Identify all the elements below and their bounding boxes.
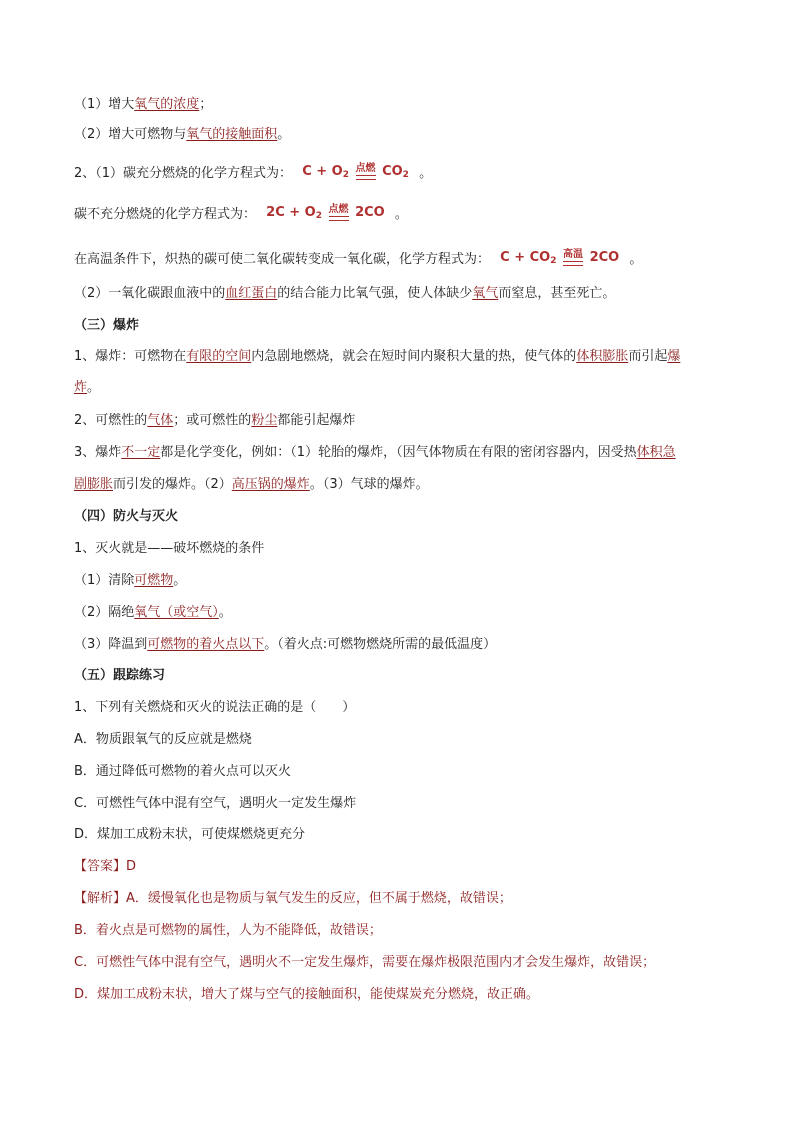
text: 碳不充分燃烧的化学方程式为： xyxy=(74,207,257,222)
text: 。 xyxy=(629,252,643,267)
text: 2、可燃性的 xyxy=(74,413,148,428)
line-increase-contact-area xyxy=(74,125,724,145)
eq-sub: 2 xyxy=(315,211,323,221)
underlined-answer: 高压锅的爆炸 xyxy=(231,477,310,492)
text: ； xyxy=(199,97,213,112)
option-b xyxy=(74,762,724,782)
eq-left: C + O xyxy=(302,164,343,179)
question-text: 1、下列有关燃烧和灭火的说法正确的是（ ） xyxy=(74,700,356,715)
reaction-arrow xyxy=(563,249,583,266)
option-d xyxy=(74,825,724,845)
reaction-condition: 点燃 xyxy=(355,163,376,174)
underlined-answer: 氧气（或空气） xyxy=(134,605,219,620)
text: 都是化学变化，例如：（1）轮胎的爆炸，（因气体物质在有限的密闭容器内，因受热 xyxy=(160,445,637,460)
line-complete-combustion xyxy=(74,162,724,185)
analysis-label: 【解析】 xyxy=(74,891,127,906)
line-remove-fuel xyxy=(74,571,724,591)
underlined-answer: 气体 xyxy=(147,413,174,428)
underlined-answer: 不一定 xyxy=(121,445,161,460)
eq-sub: 2 xyxy=(342,170,349,180)
reaction-arrow xyxy=(329,204,349,221)
text: 1、爆炸：可燃物在 xyxy=(74,349,187,364)
text: 。 xyxy=(277,127,291,142)
text: 而引发的爆炸。（2） xyxy=(113,477,232,492)
text: 的结合能力比氧气强，使人体缺少 xyxy=(277,286,473,301)
eq-sub: 2 xyxy=(402,170,409,180)
underlined-answer: 氧气 xyxy=(472,286,499,301)
option-c xyxy=(74,794,724,814)
text: 。（着火点:可燃物燃烧所需的最低温度） xyxy=(264,637,497,652)
answer xyxy=(74,857,724,877)
underlined-answer: 粉尘 xyxy=(251,413,278,428)
underlined-answer: 氧气的浓度 xyxy=(134,97,200,112)
analysis-d xyxy=(74,985,724,1005)
text: （2）隔绝 xyxy=(74,605,135,620)
underlined-answer: 体积急 xyxy=(636,445,676,460)
underlined-answer: 体积膨胀 xyxy=(576,349,629,364)
text: 。 xyxy=(173,573,187,588)
text: 。 xyxy=(218,605,232,620)
analysis-c xyxy=(74,953,724,973)
underlined-answer: 氧气的接触面积 xyxy=(186,127,278,142)
text: （2）增大可燃物与 xyxy=(74,127,187,142)
section-heading: （四）防火与灭火 xyxy=(74,509,179,524)
equal-bars xyxy=(329,216,349,221)
line-explosion-not-chemical xyxy=(74,443,724,463)
eq-left: 2C + O xyxy=(266,205,316,220)
text: 。 xyxy=(419,166,433,181)
section-heading: （五）跟踪练习 xyxy=(74,668,166,683)
eq-left: C + CO xyxy=(500,250,551,265)
eq-sub: 2 xyxy=(550,256,557,266)
underlined-answer: 可燃物的着火点以下 xyxy=(147,637,265,652)
option-text: D．煤加工成粉末状，可使煤燃烧更充分 xyxy=(74,827,306,842)
section-heading: （三）爆炸 xyxy=(74,318,140,333)
analysis-b xyxy=(74,921,724,941)
underlined-answer: 剧膨胀 xyxy=(74,477,114,492)
text: （1）清除 xyxy=(74,573,135,588)
text: 在高温条件下，炽热的碳可使二氧化碳转变成一氧化碳，化学方程式为： xyxy=(74,252,491,267)
heading-explosion xyxy=(74,316,724,336)
eq-right: CO xyxy=(382,164,403,179)
analysis-a xyxy=(74,889,724,909)
eq-right: 2CO xyxy=(589,250,620,265)
eq-right: 2CO xyxy=(355,205,385,220)
underlined-answer: 血红蛋白 xyxy=(225,286,278,301)
option-a xyxy=(74,730,724,750)
line-increase-oxygen-concentration xyxy=(74,95,724,115)
text: （2）一氧化碳跟血液中的 xyxy=(74,286,226,301)
line-explosion-definition xyxy=(74,347,724,367)
line-explosion-definition-cont xyxy=(74,378,724,398)
equal-bars xyxy=(356,175,376,180)
analysis-text: D．煤加工成粉末状，增大了煤与空气的接触面积，能使煤炭充分燃烧，故正确。 xyxy=(74,987,540,1002)
line-explosion-not-chemical-cont xyxy=(74,475,724,495)
analysis-text: B．着火点是可燃物的属性，人为不能降低，故错误； xyxy=(74,923,382,938)
analysis-text: A．缓慢氧化也是物质与氧气发生的反应，但不属于燃烧，故错误； xyxy=(126,891,512,906)
line-explosion-sources xyxy=(74,411,724,431)
text: 都能引起爆炸 xyxy=(277,413,356,428)
option-text: A．物质跟氧气的反应就是燃烧 xyxy=(74,732,252,747)
line-carbon-monoxide xyxy=(74,284,724,304)
analysis-text: C．可燃性气体中混有空气，遇明火不一定发生爆炸，需要在爆炸极限范围内才会发生爆炸，故错误； xyxy=(74,955,656,970)
underlined-answer: 可燃物 xyxy=(134,573,174,588)
text: 1、灭火就是——破坏燃烧的条件 xyxy=(74,541,265,556)
line-cool-down xyxy=(74,635,724,655)
text: 内急剧地燃烧，就会在短时间内聚积大量的热，使气体的 xyxy=(251,349,577,364)
text: 。 xyxy=(394,207,408,222)
option-text: B．通过降低可燃物的着火点可以灭火 xyxy=(74,764,291,779)
heading-practice xyxy=(74,666,724,686)
equation-complete-combustion xyxy=(302,162,409,185)
text: 。 xyxy=(87,380,101,395)
reaction-condition: 高温 xyxy=(563,249,584,260)
line-high-temperature xyxy=(74,248,724,271)
equation-incomplete-combustion xyxy=(266,203,385,226)
answer-label: 【答案】 xyxy=(74,859,127,874)
equation-high-temperature xyxy=(500,248,619,271)
line-isolate-oxygen xyxy=(74,603,724,623)
underlined-answer: 有限的空间 xyxy=(186,349,252,364)
line-fire-extinguish xyxy=(74,539,724,559)
option-text: C．可燃性气体中混有空气，遇明火一定发生爆炸 xyxy=(74,796,357,811)
text: 2、（1）碳充分燃烧的化学方程式为： xyxy=(74,166,293,181)
question xyxy=(74,698,724,718)
equal-bars xyxy=(563,261,583,266)
reaction-condition: 点燃 xyxy=(328,204,349,215)
text: 3、爆炸 xyxy=(74,445,122,460)
heading-fire-prevention xyxy=(74,507,724,527)
text: 而窒息，甚至死亡。 xyxy=(498,286,616,301)
answer-value: D xyxy=(126,859,137,874)
text: 而引起 xyxy=(628,349,668,364)
text: 。（3）气球的爆炸。 xyxy=(309,477,429,492)
reaction-arrow xyxy=(356,163,376,180)
text: （3）降温到 xyxy=(74,637,148,652)
text: （1）增大 xyxy=(74,97,135,112)
line-incomplete-combustion xyxy=(74,203,724,226)
underlined-answer: 爆 xyxy=(667,349,681,364)
underlined-answer: 炸 xyxy=(74,380,88,395)
text: ；或可燃性的 xyxy=(173,413,252,428)
